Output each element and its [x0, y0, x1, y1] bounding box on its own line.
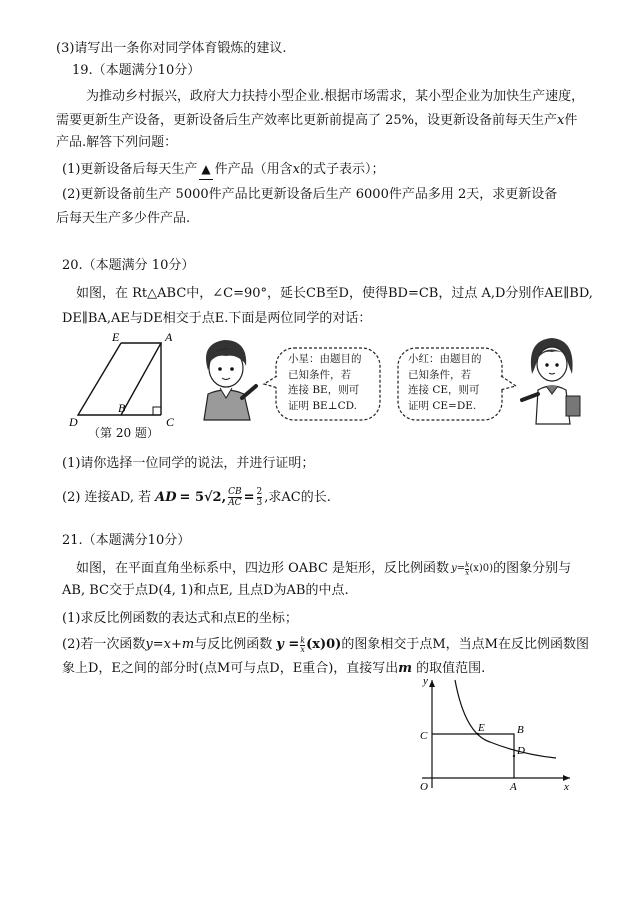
inverse-curve — [455, 680, 556, 758]
bubble-left-line: 连接 BE，则可 — [288, 384, 360, 396]
q21-sub2-text: 与反比例函数 — [194, 637, 273, 652]
bubble-right-line: 已知条件，若 — [408, 368, 471, 381]
bubble-right-line: 小红：由题目的 — [408, 353, 482, 365]
q21-coordinate-graph — [410, 674, 580, 794]
right-angle-mark — [153, 407, 161, 415]
boy-illustration — [192, 336, 258, 420]
fraction-2-3 — [257, 487, 263, 508]
bubble-right-line: 证明 CE=DE. — [408, 399, 477, 412]
label-E: E — [478, 722, 485, 734]
label-A: A — [510, 781, 517, 793]
fraction-num: CB — [228, 487, 242, 497]
q21-para-text: 如图，在平面直角坐标系中，四边形 OABC 是矩形，反比例函数 — [76, 561, 450, 576]
q21-sub2-line2: 象上D，E之间的部分时(点M可与点D，E重合)，直接写出m 的取值范围. — [62, 661, 486, 676]
fraction-num: k — [300, 635, 306, 645]
expr-AD: AD — [155, 489, 177, 505]
q20-sub2 — [62, 487, 331, 508]
q18-sub3: (3)请写出一条你对同学体育锻炼的建议. — [56, 41, 287, 56]
label-C: C — [420, 730, 428, 742]
triangle-mark-icon: ▲ — [201, 162, 211, 176]
answer-blank — [199, 160, 212, 180]
fn-condition: (x)0) — [469, 563, 494, 574]
label-B: B — [118, 401, 126, 415]
q19-para-line1: 为推动乡村振兴，政府大力扶持小型企业.根据市场需求，某小型企业为加快生产速度， — [86, 89, 585, 104]
fraction-num: k — [465, 560, 470, 569]
q20-para-line2: DE∥BA,AE与DE相交于点E.下面是两位同学的对话： — [62, 311, 372, 326]
label-B: B — [517, 724, 524, 736]
label-O: O — [420, 781, 428, 793]
q21-sub1: (1)求反比例函数的表达式和点E的坐标； — [62, 611, 298, 626]
bubble-left-line: 小星：由题目的 — [288, 353, 362, 365]
q21-para-text-end: 的图象分别与 — [493, 561, 572, 576]
q19-para-line2: 需要更新生产设备，更新设备后生产效率比更新前提高了 25%，设更新设备前每天生产x件 — [56, 113, 578, 128]
label-D: D — [517, 745, 525, 757]
fraction-den: x — [300, 644, 305, 654]
expr-eq: = 5√2, — [179, 489, 227, 505]
fraction-k-x — [300, 637, 305, 654]
fraction-num: 2 — [256, 487, 263, 497]
q20-sub1: (1)请你选择一位同学的说法，并进行证明； — [62, 456, 315, 471]
fn-condition: (x)0) — [306, 637, 342, 652]
point-D — [513, 755, 515, 757]
label-x: x — [564, 781, 569, 793]
linear-fn: y=x+m — [145, 637, 195, 652]
q21-sub2-text: 的图象相交于点M，当点M在反比例函数图 — [341, 637, 589, 652]
expr-eq2: = — [243, 489, 255, 505]
q20-geometry-figure — [66, 330, 186, 430]
q20-sub2-intro: (2) 连接AD, 若 — [62, 489, 152, 505]
q21-header: 21.（本题满分10分） — [62, 533, 191, 548]
rectangle-OABC — [432, 734, 514, 778]
q19-sub2-line2: 后每天生产多少件产品. — [56, 211, 191, 226]
fraction-CB-AC — [228, 487, 242, 508]
q20-header: 20.（本题满分 10分） — [62, 258, 195, 273]
q20-figure-caption: （第 20 题） — [88, 426, 159, 440]
q20-sub2-end: ,求AC的长. — [264, 489, 331, 505]
girl-illustration — [518, 334, 584, 424]
q21-para-line2: AB, BC交于点D(4, 1)和点E, 且点D为AB的中点. — [62, 583, 349, 598]
q19-sub1: (1)更新设备后每天生产 ▲ 件产品（用含x的式子表示）； — [62, 160, 385, 180]
q19-sub2-line1: (2)更新设备前生产 5000件产品比更新设备后生产 6000件产品多用 2天，求更新设备 — [62, 187, 558, 202]
fraction-den: x — [465, 568, 470, 577]
bubble-left-line: 证明 BE⊥CD. — [288, 399, 358, 412]
label-y: y — [423, 675, 428, 687]
fn-y: y = — [276, 637, 300, 652]
q20-para-line1: 如图，在 Rt△ABC中，∠C=90°，延长CB至D，使得BD=CB，过点 A,D分别作AE∥BD, — [76, 286, 593, 301]
label-C: C — [166, 415, 175, 429]
q21-para-line1 — [76, 560, 571, 578]
label-E: E — [112, 330, 120, 344]
q21-sub2-line1 — [62, 636, 589, 654]
bubble-left-line: 已知条件，若 — [288, 368, 351, 381]
fn-y: y= — [451, 563, 466, 574]
q19-para-line3: 产品.解答下列问题： — [56, 135, 178, 150]
label-D: D — [69, 415, 78, 429]
label-A: A — [165, 330, 173, 344]
bubble-left-text — [288, 352, 362, 414]
bubble-right-line: 连接 CE，则可 — [408, 384, 480, 396]
fraction-den: AC — [228, 498, 242, 508]
bubble-right-text — [408, 352, 482, 414]
q19-header: 19.（本题满分10分） — [72, 63, 201, 78]
fraction-den: 3 — [256, 498, 263, 508]
y-axis-arrow-icon — [429, 680, 435, 687]
q21-sub2-text: (2)若一次函数 — [62, 637, 146, 652]
